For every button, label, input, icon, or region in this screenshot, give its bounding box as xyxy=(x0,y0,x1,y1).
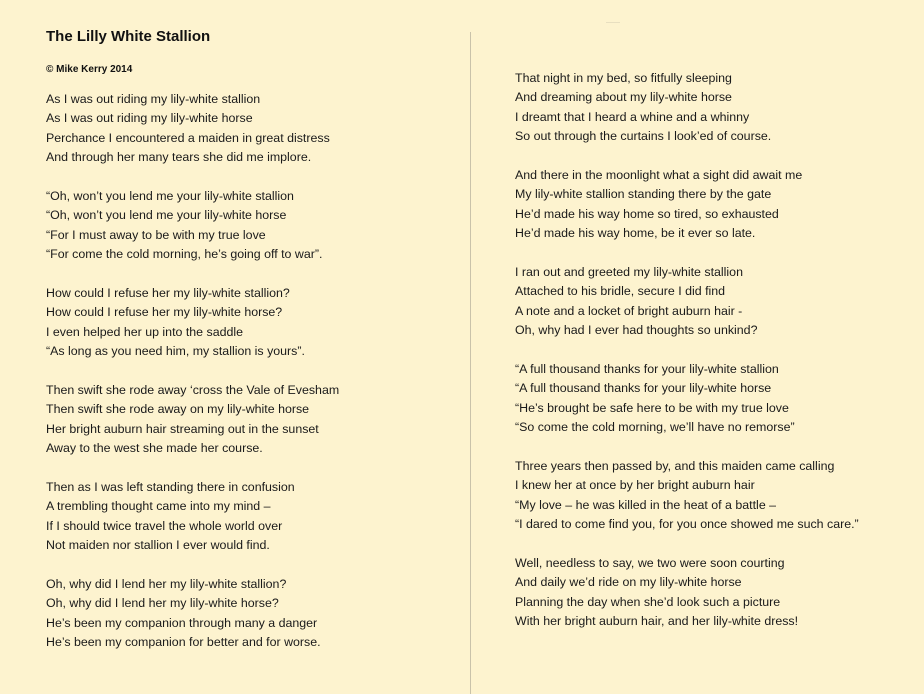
stanza xyxy=(46,90,451,168)
poem-line: That night in my bed, so fitfully sleeping xyxy=(515,71,732,85)
poem-line: “Oh, won’t you lend me your lily-white horse xyxy=(46,208,287,223)
poem-line: Attached to his bridle, secure I did find xyxy=(515,284,726,299)
stanza xyxy=(46,187,451,265)
poem-line: “So come the cold morning, we’ll have no remorse” xyxy=(515,420,795,435)
copyright-notice: © Mike Kerry 2014 xyxy=(46,64,133,75)
poem-line: Away to the west she made her course. xyxy=(46,441,263,456)
poem-line: As I was out riding my lily-white horse xyxy=(46,111,253,126)
poem-line: My lily-white stallion standing there by the gate xyxy=(515,187,772,202)
poem-line: Oh, why had I ever had thoughts so unkind? xyxy=(515,323,758,338)
stanza xyxy=(46,284,451,362)
poem-line: A trembling thought came into my mind – xyxy=(46,499,271,514)
column-divider xyxy=(470,32,471,694)
poem-line: A note and a locket of bright auburn hair - xyxy=(515,303,743,318)
poem-line: So out through the curtains I look’ed of course. xyxy=(515,129,772,144)
poem-line: “A full thousand thanks for your lily-white horse xyxy=(515,381,772,396)
poem-line: As I was out riding my lily-white stallion xyxy=(46,92,261,106)
stanza xyxy=(515,360,915,438)
stanza xyxy=(515,263,915,341)
poem-line: Perchance I encountered a maiden in great distress xyxy=(46,130,330,145)
poem-line: And there in the moonlight what a sight did await me xyxy=(515,168,803,183)
stanza xyxy=(515,166,915,244)
poem-line: And through her many tears she did me implore. xyxy=(46,150,312,165)
poem-line: I dreamt that I heard a whine and a whinny xyxy=(515,109,750,124)
stanza xyxy=(515,554,915,632)
stanza xyxy=(515,69,915,147)
poem-line: He’d made his way home, be it ever so late. xyxy=(515,226,756,241)
poem-line: Then swift she rode away on my lily-white horse xyxy=(46,402,310,417)
poem-title: The Lilly White Stallion xyxy=(46,28,211,45)
poem-line: Oh, why did I lend her my lily-white stallion? xyxy=(46,577,287,592)
poem-line: With her bright auburn hair, and her lily-white dress! xyxy=(515,614,799,629)
poem-line: Planning the day when she’d look such a picture xyxy=(515,594,781,609)
left-column xyxy=(46,90,451,672)
stanza xyxy=(46,575,451,653)
poem-line: Oh, why did I lend her my lily-white horse? xyxy=(46,596,279,611)
stanza xyxy=(46,478,451,556)
poem-line: Three years then passed by, and this maiden came calling xyxy=(515,459,835,474)
poem-line: “My love – he was killed in the heat of a battle – xyxy=(515,497,777,512)
stanza xyxy=(515,457,915,535)
poem-line: And dreaming about my lily-white horse xyxy=(515,90,732,105)
poem-line: “He’s brought be safe here to be with my true love xyxy=(515,400,789,415)
poem-line: “Oh, won’t you lend me your lily-white stallion xyxy=(46,189,294,204)
page-mark xyxy=(606,22,620,23)
poem-line: How could I refuse her my lily-white stallion? xyxy=(46,286,290,301)
poem-line: He’s been my companion for better and for worse. xyxy=(46,635,321,650)
poem-line: If I should twice travel the whole world over xyxy=(46,518,283,533)
poem-line: Not maiden nor stallion I ever would find. xyxy=(46,538,270,553)
poem-line: Her bright auburn hair streaming out in the sunset xyxy=(46,421,319,436)
poem-line: Then as I was left standing there in confusion xyxy=(46,480,295,495)
poem-line: I ran out and greeted my lily-white stallion xyxy=(515,265,743,280)
poem-line: Well, needless to say, we two were soon courting xyxy=(515,556,785,571)
poem-line: I knew her at once by her bright auburn hair xyxy=(515,478,755,493)
stanza xyxy=(46,381,451,459)
poem-line: “For I must away to be with my true love xyxy=(46,227,266,242)
poem-line: Then swift she rode away ‘cross the Vale of Evesham xyxy=(46,383,340,398)
right-column xyxy=(515,69,915,651)
poem-line: “For come the cold morning, he’s going off to war”. xyxy=(46,247,323,262)
poem-line: “A full thousand thanks for your lily-white stallion xyxy=(515,362,779,377)
poem-line: “I dared to come find you, for you once showed me such care.” xyxy=(515,517,859,532)
poem-line: How could I refuse her my lily-white horse? xyxy=(46,305,283,320)
poem-line: And daily we’d ride on my lily-white horse xyxy=(515,575,742,590)
poem-line: He’d made his way home so tired, so exhausted xyxy=(515,206,779,221)
poem-line: “As long as you need him, my stallion is yours”. xyxy=(46,344,305,359)
poem-line: He’s been my companion through many a danger xyxy=(46,615,318,630)
poem-line: I even helped her up into the saddle xyxy=(46,324,244,339)
